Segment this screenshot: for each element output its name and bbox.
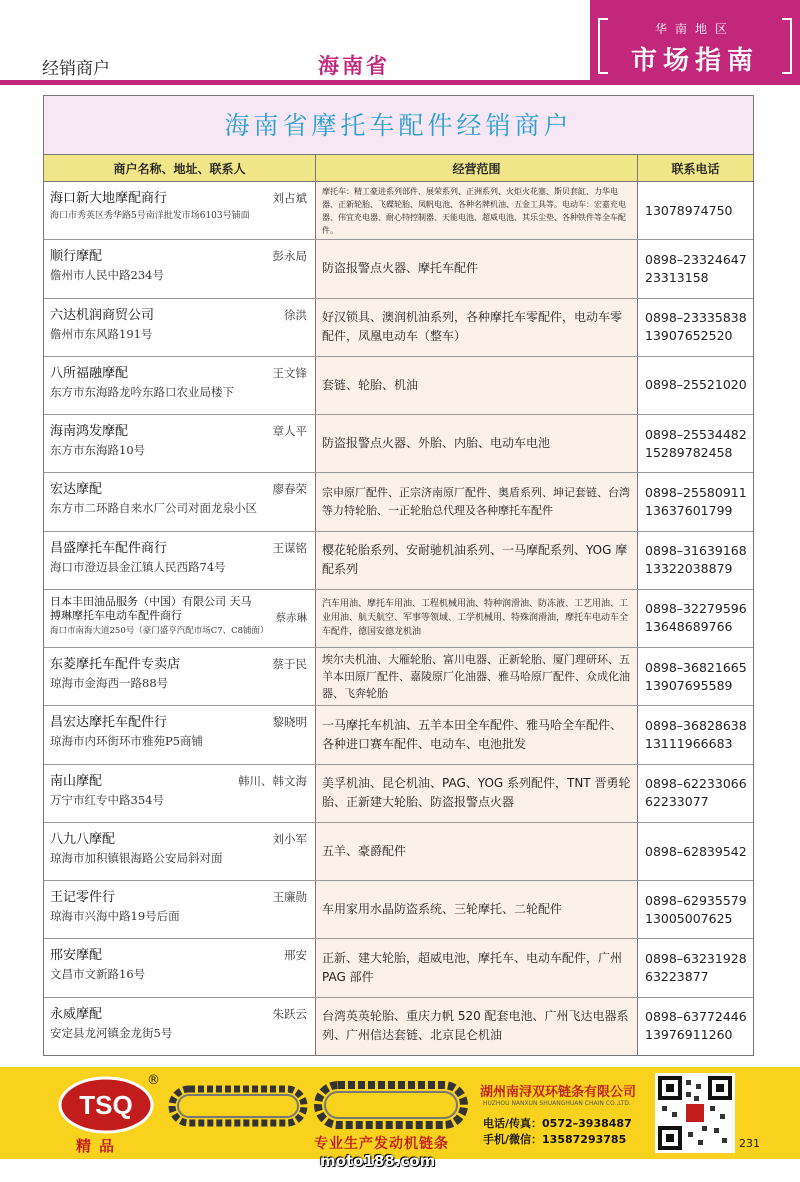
business-scope: 美孚机油、昆仑机油、PAG、YOG 系列配件，TNT 晋勇轮胎、正新建大轮胎、防盗报警点火器 [316, 765, 638, 822]
brand-text: TSQ [79, 1090, 133, 1120]
table-row [44, 648, 753, 706]
table-row [44, 357, 753, 415]
phone-number: 0898–62233066 [645, 776, 747, 792]
business-scope: 樱花轮胎系列、安耐驰机油系列、一马摩配系列、YOG 摩配系列 [316, 532, 638, 589]
dealer-address: 海口市秀英区秀华路5号南洋批发市场6103号铺面 [50, 211, 250, 221]
dealer-name: 海南鸿发摩配 [50, 424, 129, 440]
mobile-label: 手机/微信： [483, 1133, 543, 1146]
dealer-name: 八所福融摩配 [50, 365, 129, 381]
dealer-name: 六达机润商贸公司 [50, 307, 155, 323]
dealer-info-cell [44, 415, 316, 472]
dealer-address: 儋州市人民中路234号 [50, 268, 164, 283]
phone-number: 23313158 [645, 269, 709, 285]
dealer-name: 邢安摩配 [50, 948, 103, 964]
table-row [44, 415, 753, 473]
dealer-info-cell [44, 182, 316, 239]
dealer-address: 琼海市加积镇银海路公安局斜对面 [50, 850, 223, 865]
dealer-address: 东方市东海路10号 [50, 443, 146, 458]
business-scope: 五羊、豪爵配件 [316, 823, 638, 880]
company-mobile [483, 1131, 626, 1147]
dealer-name: 永威摩配 [50, 1006, 103, 1022]
dealer-name: 八九八摩配 [50, 831, 116, 847]
table-row [44, 182, 753, 240]
dealer-contact: 章人平 [272, 424, 307, 439]
dealer-info-cell [44, 823, 316, 880]
table-row [44, 765, 753, 823]
dealer-name: 南山摩配 [50, 773, 103, 789]
phone-cell [638, 473, 753, 530]
table-title: 海南省摩托车配件经销商户 [44, 96, 753, 155]
phone-number: 0898–63231928 [645, 951, 747, 967]
table-row [44, 240, 753, 298]
header-divider [0, 80, 590, 85]
phone-number: 0898–25521020 [645, 377, 747, 393]
dealer-address: 万宁市红专中路354号 [50, 792, 164, 807]
table-row [44, 590, 753, 648]
dealer-contact: 蔡赤琳 [275, 611, 307, 624]
phone-cell [638, 240, 753, 297]
dealer-contact: 韩川、韩文海 [238, 773, 307, 788]
province-title: 海南省 [318, 54, 390, 78]
phone-number: 0898–23335838 [645, 310, 747, 326]
market-guide-badge [590, 0, 800, 85]
phone-cell [638, 765, 753, 822]
phone-number: 62233077 [645, 794, 709, 810]
dealer-contact: 刘占斌 [272, 191, 307, 205]
dealer-info-cell [44, 998, 316, 1055]
dealer-name: 东菱摩托车配件专卖店 [50, 657, 181, 673]
table-row [44, 939, 753, 997]
phone-number: 13976911260 [645, 1027, 733, 1043]
column-header-name: 商户名称、地址、联系人 [44, 155, 316, 181]
business-scope: 防盗报警点火器、外胎、内胎、电动车电池 [316, 415, 638, 472]
table-row [44, 532, 753, 590]
dealer-name: 日本丰田油品服务（中国）有限公司 天马搏琳摩托车电动车配件商行 [50, 594, 252, 622]
dealer-address: 东方市二环路自来水厂公司对面龙泉小区 [50, 501, 257, 516]
phone-number: 13907652520 [645, 328, 733, 344]
page-header [0, 0, 800, 90]
dealer-contact: 王谋铭 [272, 540, 307, 555]
ad-slogan: 专业生产发动机链条 [314, 1136, 449, 1152]
phone-number: 0898–36828638 [645, 718, 747, 734]
registered-mark: ® [147, 1073, 160, 1088]
dealer-info-cell [44, 881, 316, 938]
section-label: 经销商户 [42, 59, 110, 79]
phone-number: 13111966683 [645, 736, 733, 752]
dealer-info-cell [44, 299, 316, 356]
dealer-address: 海口市澄迈县金江镇人民西路74号 [50, 559, 226, 574]
phone-number: 0898–25580911 [645, 484, 747, 500]
phone-number: 0898–32279596 [645, 601, 747, 617]
business-scope: 一马摩托车机油、五羊本田全车配件、雅马哈全车配件、各种进口赛车配件、电动车、电池批发 [316, 706, 638, 763]
dealer-info-cell [44, 648, 316, 705]
dealer-address: 文昌市文新路16号 [50, 967, 146, 982]
table-header [44, 155, 753, 182]
dealer-info-cell [44, 240, 316, 297]
mobile-value: 13587293785 [542, 1133, 627, 1146]
business-scope: 好汉锁具、澳润机油系列，各种摩托车零配件，电动车零配件，凤凰电动车（整车） [316, 299, 638, 356]
company-name-en: HUZHOU NANXUN SHUANGHUAN CHAIN CO.,LTD. [483, 1100, 631, 1107]
phone-cell [638, 299, 753, 356]
dealer-contact: 王廉勋 [272, 890, 307, 905]
business-scope: 防盗报警点火器、摩托车配件 [316, 240, 638, 297]
phone-cell [638, 823, 753, 880]
table-row [44, 823, 753, 881]
phone-number: 13322038879 [645, 561, 733, 577]
tsq-logo [58, 1075, 154, 1135]
phone-cell [638, 590, 753, 647]
dealer-name: 昌宏达摩托车配件行 [50, 715, 168, 731]
dealer-address: 琼海市内环街环市雅苑P5商铺 [50, 734, 204, 749]
dealer-contact: 王文锋 [272, 365, 307, 380]
dealer-contact: 刘小军 [272, 831, 307, 846]
dealer-address: 海口市南海大道250号（豪门盛亨汽配市场C7、C8铺面） [50, 625, 269, 636]
column-header-phone: 联系电话 [671, 161, 720, 176]
business-scope: 埃尔夫机油、大雁轮胎、富川电器、正新轮胎、厦门理研环、五羊本田原厂配件、嘉陵原厂化油器、雅马哈原厂配件、众成化油器、飞奔轮胎 [316, 648, 638, 705]
phone-number: 0898–23324647 [645, 251, 747, 267]
phone-cell [638, 939, 753, 996]
dealer-contact: 彭永局 [272, 249, 307, 264]
business-scope: 摩托车：精工豪进系列部件、展荣系列、正洲系列、火炬火花塞、斯贝套缸、力华电器、正新轮胎、飞碟轮胎、凤帆电池、各种名牌机油、五金工具等。电动车：宏嘉充电器、伟宜充电器、耐心特控制器、天能电池、超威电池、其乐尘垫、各种铁件等全车配件。 [316, 182, 638, 239]
phone-cell [638, 706, 753, 763]
phone-cell [638, 648, 753, 705]
phone-number: 0898–25534482 [645, 426, 747, 442]
phone-number: 13078974750 [645, 202, 733, 218]
qr-code-icon[interactable] [655, 1073, 735, 1153]
chain-product-image [168, 1077, 468, 1139]
phone-number: 13005007625 [645, 910, 733, 926]
dealer-info-cell [44, 532, 316, 589]
dealer-contact: 廖春荣 [272, 482, 307, 497]
phone-cell [638, 532, 753, 589]
phone-cell [638, 357, 753, 414]
table-row [44, 998, 753, 1055]
dealer-contact: 徐洪 [284, 307, 307, 322]
business-scope: 宗申原厂配件、正宗济南原厂配件、奥盾系列、坤记套链、台湾等力特轮胎、一正轮胎总代理及各种摩托车配件 [316, 473, 638, 530]
table-body [44, 182, 753, 1055]
company-phone [483, 1115, 632, 1131]
dealer-name: 王记零件行 [50, 890, 116, 906]
dealer-contact: 黎晓明 [272, 715, 307, 730]
phone-number: 0898–36821665 [645, 659, 747, 675]
dealer-info-cell [44, 765, 316, 822]
phone-number: 0898–62935579 [645, 892, 747, 908]
table-row [44, 473, 753, 531]
phone-value: 0572–3938487 [542, 1117, 632, 1130]
table-row [44, 881, 753, 939]
dealer-table [43, 95, 754, 1056]
dealer-name: 海口新大地摩配商行 [50, 191, 168, 206]
dealer-info-cell [44, 473, 316, 530]
phone-cell [638, 182, 753, 239]
phone-cell [638, 881, 753, 938]
company-name: 湖州南浔双环链条有限公司 [480, 1085, 637, 1100]
guide-label: 市场指南 [630, 46, 759, 76]
table-row [44, 706, 753, 764]
dealer-address: 琼海市金海西一路88号 [50, 676, 169, 691]
site-watermark: moto188.com [320, 1152, 436, 1170]
dealer-info-cell [44, 590, 316, 647]
dealer-address: 琼海市兴海中路19号后面 [50, 909, 180, 924]
dealer-info-cell [44, 939, 316, 996]
dealer-address: 儋州市东风路191号 [50, 326, 153, 341]
phone-number: 13907695589 [645, 677, 733, 693]
phone-number: 15289782458 [645, 444, 733, 460]
phone-label: 电话/传真： [483, 1117, 543, 1130]
dealer-info-cell [44, 357, 316, 414]
dealer-address: 安定县龙河镇金龙街5号 [50, 1025, 173, 1040]
business-scope: 正新、建大轮胎，超威电池，摩托车、电动车配件，广州 PAG 部件 [316, 939, 638, 996]
phone-number: 63223877 [645, 969, 709, 985]
phone-cell [638, 415, 753, 472]
dealer-contact: 蔡于民 [272, 657, 307, 672]
dealer-contact: 邢安 [284, 948, 307, 963]
dealer-name: 顺行摩配 [50, 249, 103, 265]
phone-number: 0898–62839542 [645, 843, 747, 859]
phone-number: 13637601799 [645, 502, 733, 518]
dealer-info-cell [44, 706, 316, 763]
page-number: 231 [739, 1137, 760, 1150]
dealer-name: 宏达摩配 [50, 482, 103, 498]
column-header-scope: 经营范围 [316, 155, 638, 181]
phone-number: 0898–31639168 [645, 543, 747, 559]
business-scope: 汽车用油、摩托车用油、工程机械用油、特种润滑油、防冻液、工艺用油、工业用油、航天航空、军事等领域、工学机械用、特殊润滑油，摩托车电动车全车配件，德国安德龙机油 [316, 590, 638, 647]
phone-cell [638, 998, 753, 1055]
advertisement-banner [0, 1067, 800, 1159]
phone-number: 0898–63772446 [645, 1009, 747, 1025]
region-label: 华南地区 [654, 22, 735, 36]
brand-subtitle: 精品 [76, 1137, 123, 1155]
business-scope: 台湾英英轮胎、重庆力帆 520 配套电池、广州飞达电器系列、广州信达套链、北京昆仑机油 [316, 998, 638, 1055]
phone-number: 13648689766 [645, 619, 733, 635]
table-row [44, 299, 753, 357]
dealer-address: 东方市东海路龙吟东路口农业局楼下 [50, 384, 234, 399]
business-scope: 套链、轮胎、机油 [316, 357, 638, 414]
dealer-name: 昌盛摩托车配件商行 [50, 540, 168, 556]
dealer-contact: 朱跃云 [272, 1006, 307, 1021]
business-scope: 车用家用水晶防盗系统、三轮摩托、二轮配件 [316, 881, 638, 938]
